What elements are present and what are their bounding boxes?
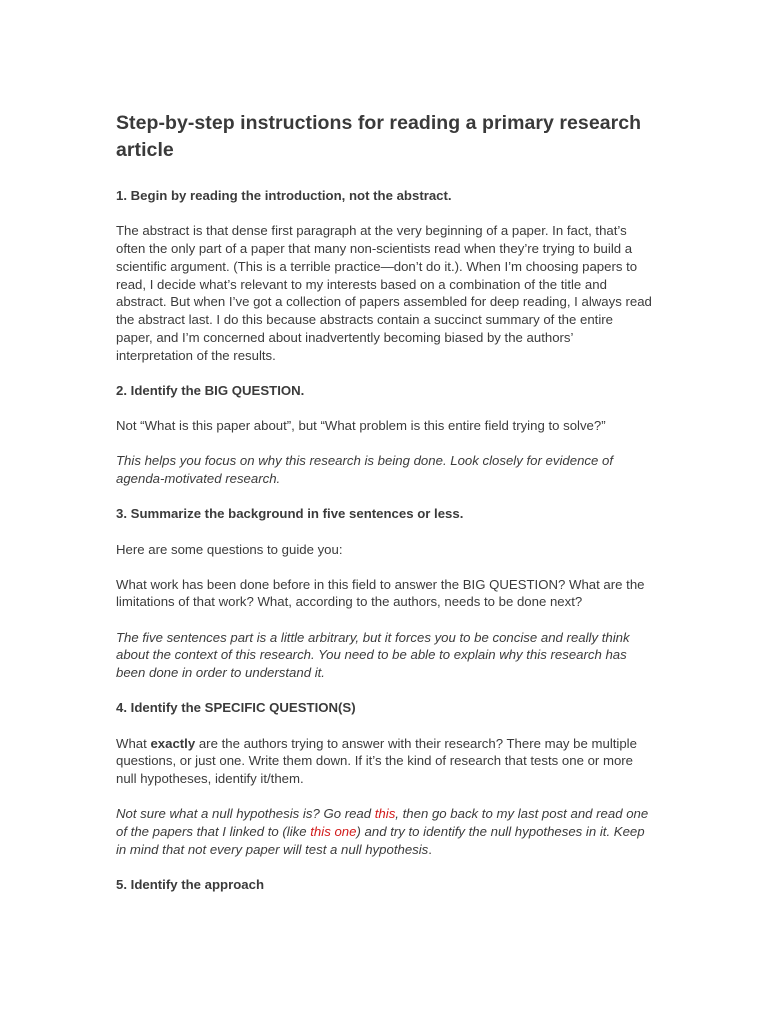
section-4-note-mid: , then go back to my last post and read one of the papers that I linked to (like [116,806,649,840]
section-4-heading: 4. Identify the SPECIFIC QUESTION(S) [116,700,356,716]
section-4-body-pre: What [116,735,151,751]
document-title: Step-by-step instructions for reading a primary research article [116,112,642,161]
section-2-note: This helps you focus on why this research is being done. Look closely for evidence of agenda-motivated research. [116,453,614,487]
section-4-note [116,805,652,858]
section-5-heading: 5. Identify the approach [116,877,265,893]
section-1-heading: 1. Begin by reading the introduction, not the abstract. [116,188,452,203]
section-3-body: What work has been done before in this field to answer the BIG QUESTION? What are the limitations of that work? What, according to the authors, needs to be done next? [116,576,645,610]
section-4-note-end: . [428,842,432,858]
section-4-body-emphasis: exactly [150,735,196,751]
document-page [116,110,652,894]
section-4-note-post: ) and try to identify the null hypotheses in it. Keep in mind that not every paper will test a null hypothesis [116,824,645,858]
section-3-intro: Here are some questions to guide you: [116,541,343,557]
section-2-body: Not “What is this paper about”, but “What problem is this entire field trying to solve?” [116,418,606,434]
section-4-body-post: are the authors trying to answer with their research? There may be multiple questions, or just one. Write them down. If it’s the kind of research that tests one or more null hypotheses, identify it/them. [116,735,637,787]
section-4-body [116,735,652,788]
section-1-body: The abstract is that dense first paragraph at the very beginning of a paper. In fact, that’s often the only part of a paper that many non-scientists read when they’re trying to build a scientific argument. (This is a terrible practice—don’t do it.). When I’m choosing papers to read, I decide what’s relevant to my interests based on a combination of the title and abstract. But when I’ve got a collection of papers assembled for deep reading, I always read the abstract last. I do this because abstracts contain a succinct summary of the entire paper, and I’m concerned about inadvertently becoming biased by the authors’ interpretation of the results. [116,223,652,363]
section-3-note: The five sentences part is a little arbitrary, but it forces you to be concise and really think about the context of this research. You need to be able to explain why this research has been done in order to understand it. [116,629,630,681]
example-paper-link[interactable]: this one [310,824,357,840]
null-hypothesis-link[interactable]: this [374,806,396,822]
section-4-note-pre: Not sure what a null hypothesis is? Go read [116,806,375,822]
section-3-heading: 3. Summarize the background in five sentences or less. [116,506,464,522]
section-2-heading: 2. Identify the BIG QUESTION. [116,382,305,398]
